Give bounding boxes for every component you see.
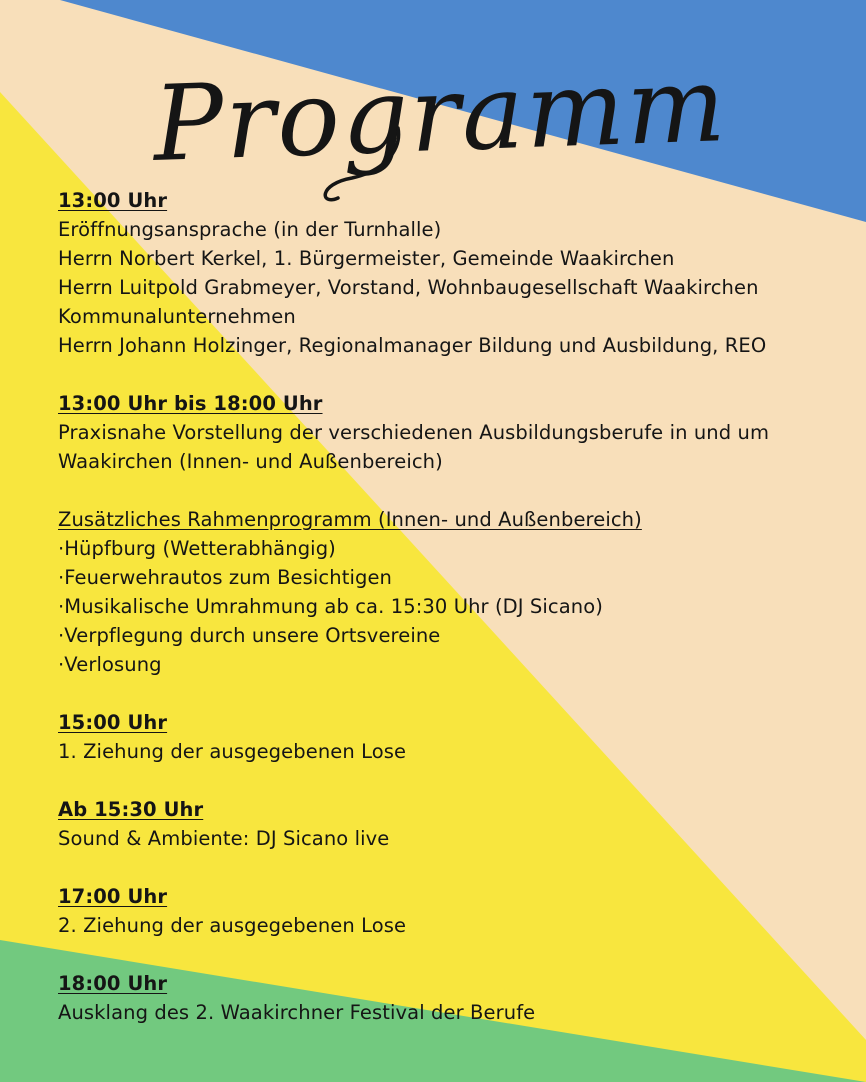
section-dj xyxy=(58,795,848,853)
schedule-line: Sound & Ambiente: DJ Sicano live xyxy=(58,827,390,850)
time-heading: 18:00 Uhr xyxy=(58,972,168,995)
schedule-line: Herrn Johann Holzinger, Regionalmanager Bildung und Ausbildung, REO xyxy=(58,334,767,357)
program-item: ·Feuerwehrautos zum Besichtigen xyxy=(58,566,392,589)
program-item: ·Verpflegung durch unsere Ortsvereine xyxy=(58,624,441,647)
program-item: ·Verlosung xyxy=(58,653,162,676)
section-opening xyxy=(58,186,848,360)
section-closing xyxy=(58,969,848,1027)
time-heading: 15:00 Uhr xyxy=(58,711,168,734)
schedule-line: Herrn Norbert Kerkel, 1. Bürgermeister, Gemeinde Waakirchen xyxy=(58,247,675,270)
section-supporting-program xyxy=(58,505,848,679)
schedule-line: Praxisnahe Vorstellung der verschiedenen Ausbildungsberufe in und um xyxy=(58,421,770,444)
supporting-program-heading: Zusätzliches Rahmenprogramm (Innen- und Außenbereich) xyxy=(58,508,642,531)
section-second-draw xyxy=(58,882,848,940)
program-content xyxy=(58,186,848,1027)
program-title-text: Programm xyxy=(151,43,730,185)
schedule-line: Ausklang des 2. Waakirchner Festival der Berufe xyxy=(58,1001,536,1024)
time-heading: 17:00 Uhr xyxy=(58,885,168,908)
schedule-line: Waakirchen (Innen- und Außenbereich) xyxy=(58,450,443,473)
schedule-line: Herrn Luitpold Grabmeyer, Vorstand, Wohnbaugesellschaft Waakirchen xyxy=(58,276,759,299)
program-item: ·Musikalische Umrahmung ab ca. 15:30 Uhr (DJ Sicano) xyxy=(58,595,603,618)
time-heading: 13:00 Uhr xyxy=(58,189,168,212)
schedule-line: 1. Ziehung der ausgegebenen Lose xyxy=(58,740,407,763)
schedule-line: Kommunalunternehmen xyxy=(58,305,296,328)
schedule-line: Eröffnungsansprache (in der Turnhalle) xyxy=(58,218,442,241)
time-heading: Ab 15:30 Uhr xyxy=(58,798,204,821)
section-presentation xyxy=(58,389,848,476)
program-title xyxy=(0,0,866,215)
section-first-draw xyxy=(58,708,848,766)
program-item: ·Hüpfburg (Wetterabhängig) xyxy=(58,537,336,560)
time-heading: 13:00 Uhr bis 18:00 Uhr xyxy=(58,392,323,415)
schedule-line: 2. Ziehung der ausgegebenen Lose xyxy=(58,914,407,937)
